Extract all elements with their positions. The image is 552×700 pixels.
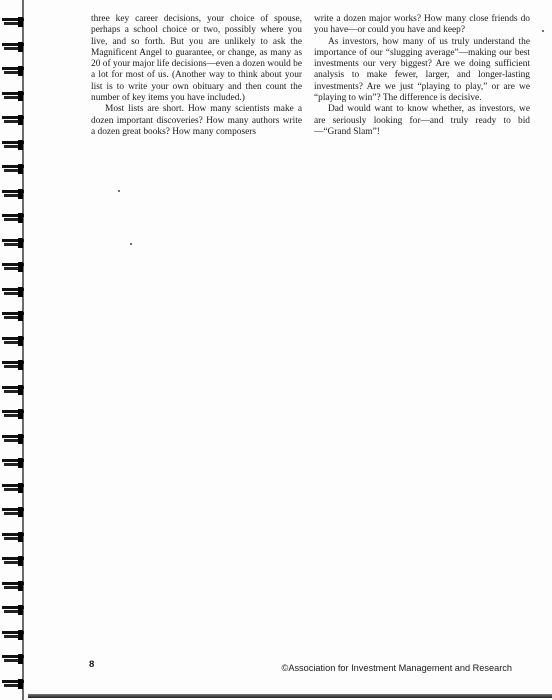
binding-ring xyxy=(2,263,24,272)
binding-ring xyxy=(2,631,24,640)
binding-ring xyxy=(2,239,24,248)
binding-ring xyxy=(2,165,24,174)
binding-ring xyxy=(2,459,24,468)
binding-ring xyxy=(2,557,24,566)
binding-ring xyxy=(2,410,24,419)
right-paragraph-2: As investors, how many of us truly understand the importance of our “slugging average”—making our best investments our very biggest? Are we doing sufficient analysis to make fewer, larger, and longer-lasting investments? Are we just “playing to play,” or are we “playing to win”? The difference is decisive. xyxy=(314,36,530,104)
binding-ring xyxy=(2,484,24,493)
binding-ring xyxy=(2,680,24,689)
binding-ring xyxy=(2,582,24,591)
binding-ring xyxy=(2,386,24,395)
right-text-column xyxy=(314,14,530,138)
binding-ring xyxy=(2,92,24,101)
binding-edge xyxy=(22,0,24,700)
spiral-binding xyxy=(0,0,30,700)
binding-ring xyxy=(2,508,24,517)
scan-speck xyxy=(542,30,544,32)
binding-ring xyxy=(2,655,24,664)
binding-ring xyxy=(2,533,24,542)
scan-bottom-edge xyxy=(28,694,552,698)
binding-ring xyxy=(2,116,24,125)
binding-ring xyxy=(2,67,24,76)
binding-ring xyxy=(2,361,24,370)
right-paragraph-1: write a dozen major works? How many close friends do you have—or could you have and keep? xyxy=(314,14,530,36)
binding-ring xyxy=(2,18,24,27)
binding-ring xyxy=(2,43,24,52)
page-number: 8 xyxy=(89,659,95,670)
binding-ring xyxy=(2,214,24,223)
binding-ring xyxy=(2,288,24,297)
scan-speck xyxy=(118,190,120,192)
scan-speck xyxy=(130,243,132,245)
left-text-column xyxy=(91,14,302,138)
binding-ring xyxy=(2,312,24,321)
left-paragraph-2: Most lists are short. How many scientists make a dozen important discoveries? How many authors write a dozen great books? How many composers xyxy=(91,104,302,137)
copyright-footer: ©Association for Investment Management and Research xyxy=(281,663,512,673)
right-paragraph-3: Dad would want to know whether, as investors, we are seriously looking for—and truly ready to bid—“Grand Slam”! xyxy=(314,104,530,137)
binding-ring xyxy=(2,435,24,444)
binding-ring xyxy=(2,141,24,150)
binding-ring xyxy=(2,190,24,199)
binding-ring xyxy=(2,337,24,346)
binding-ring xyxy=(2,606,24,615)
left-paragraph-1: three key career decisions, your choice of spouse, perhaps a school choice or two, possibly where you live, and so forth. But you are unlikely to ask the Magnificent Angel to guarantee, or change, as many as 20 of your major life decisions—even a dozen would be a lot for most of us. (Another way to think about your list is to write your own obituary and then count the number of key items you have included.) xyxy=(91,14,302,104)
